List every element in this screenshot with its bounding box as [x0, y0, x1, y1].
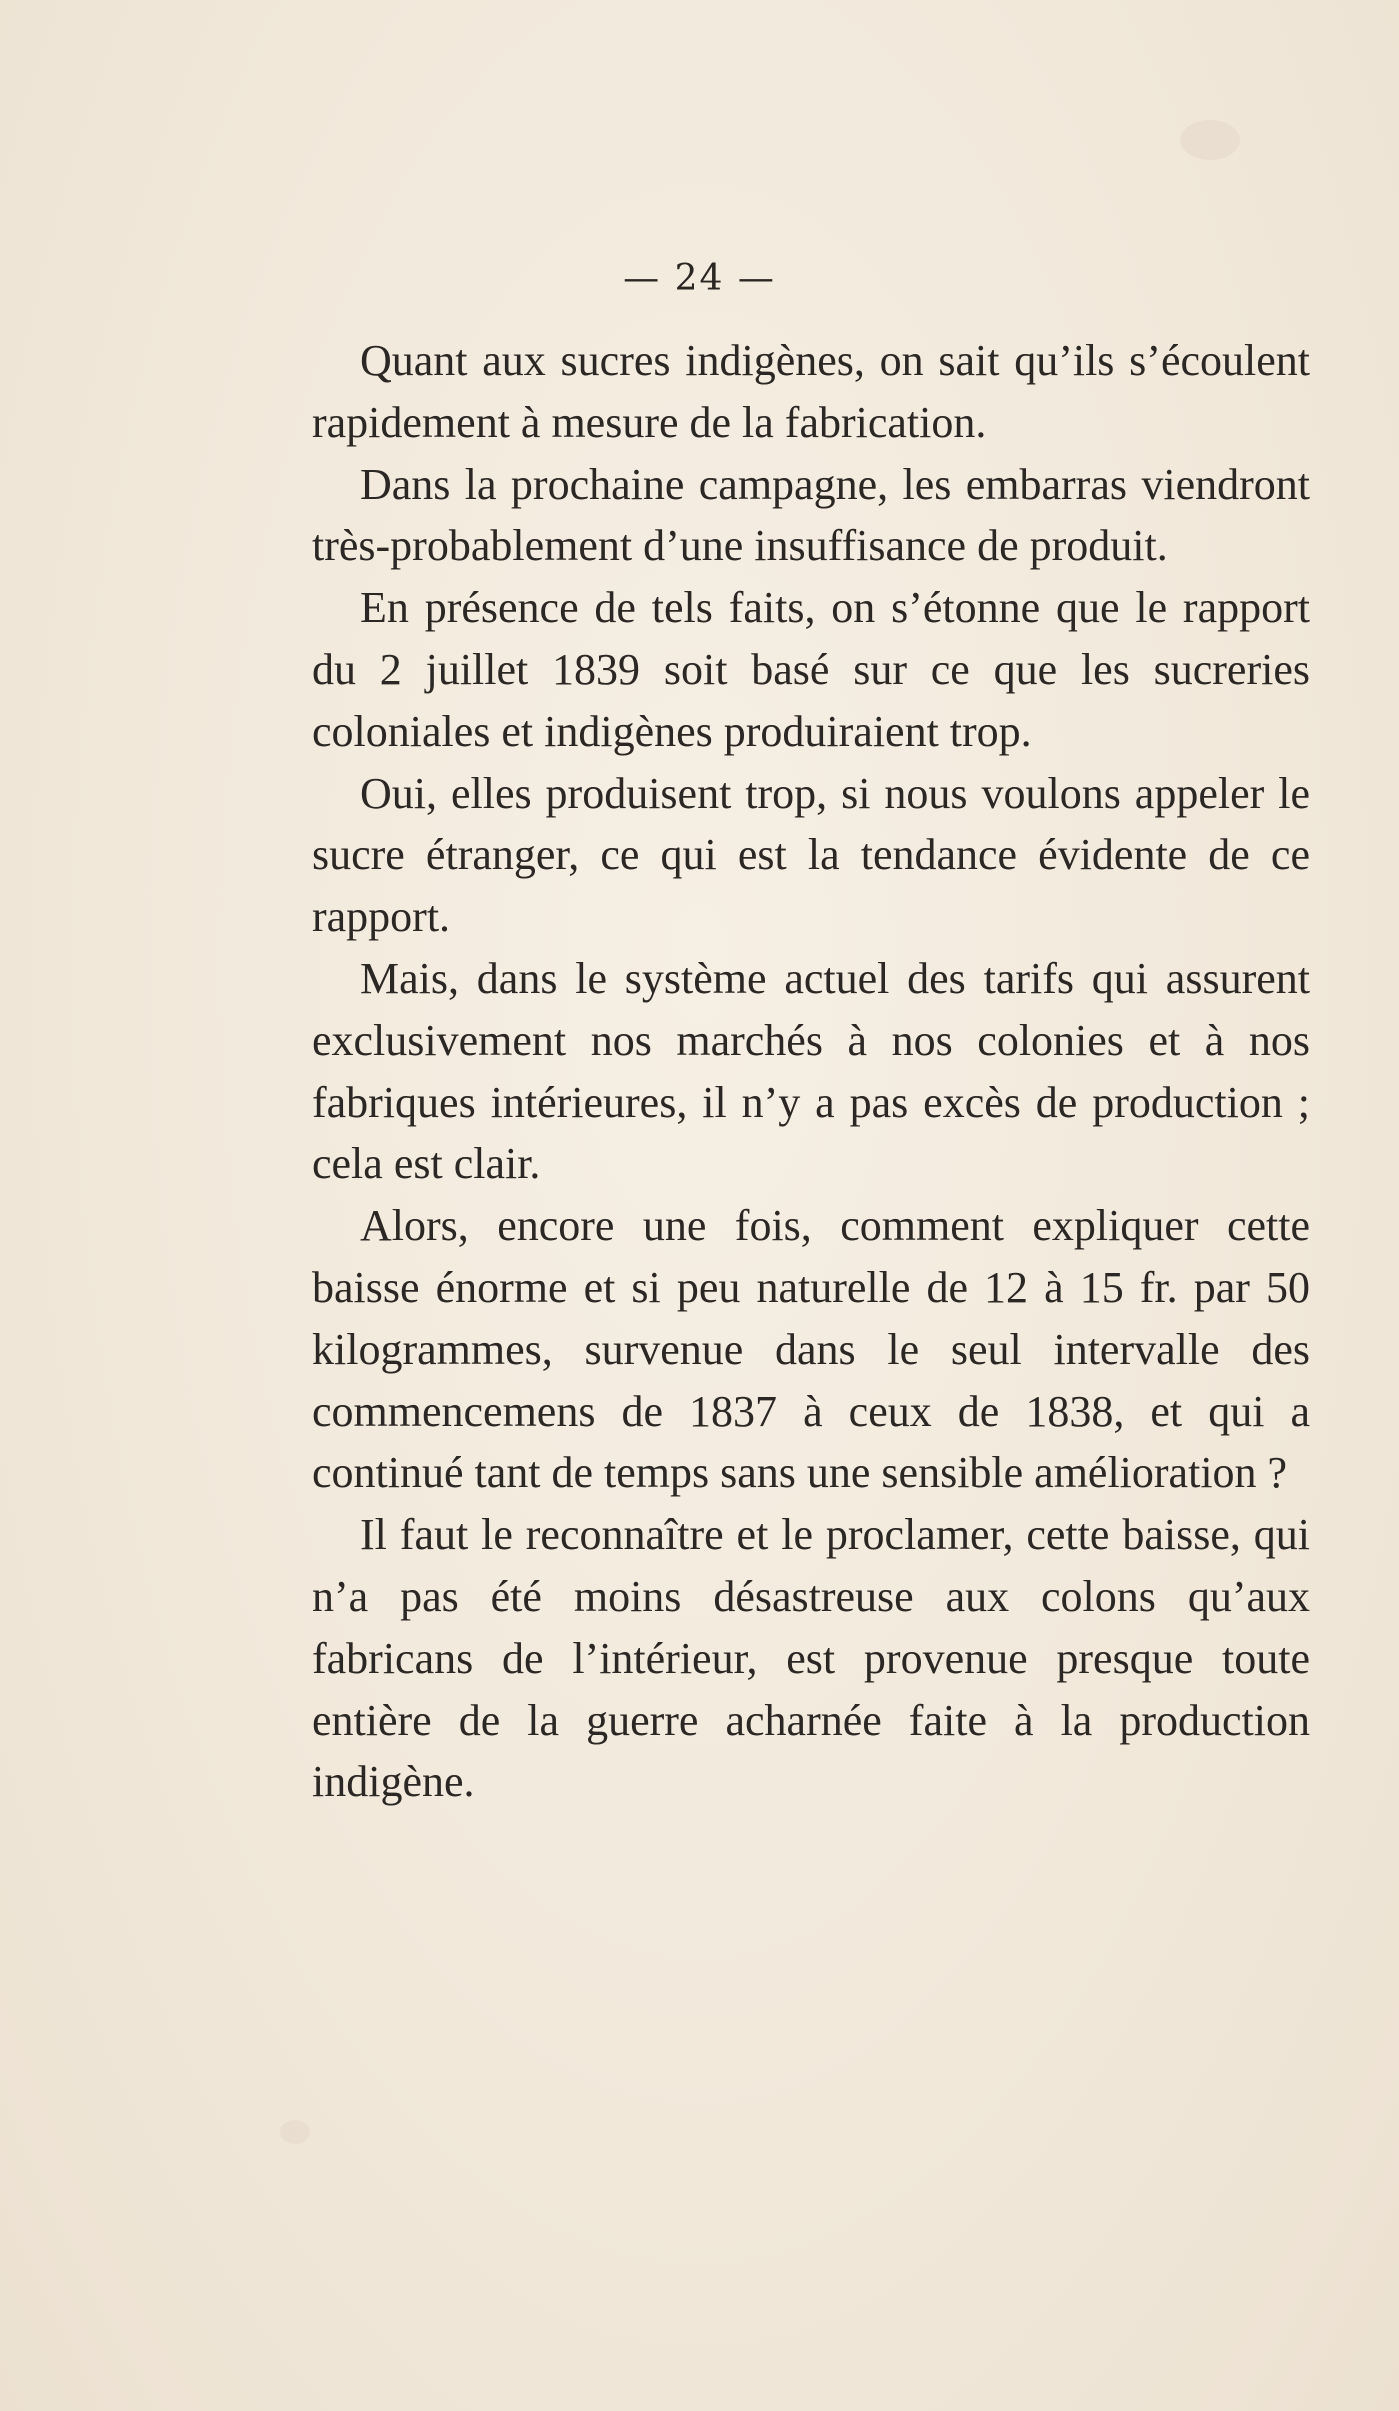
page-number: — 24 —	[623, 258, 776, 299]
paragraph: Dans la prochaine campagne, les embarras viendront très-probablement d’une insuffisance de produit.	[312, 459, 1310, 571]
paragraph: En présence de tels faits, on s’étonne que le rapport du 2 juillet 1839 soit basé sur ce que les sucreries coloniales et indigènes produiraient trop.	[312, 583, 1310, 756]
paragraph: Quant aux sucres indigènes, on sait qu’ils s’écoulent rapidement à mesure de la fabrication.	[312, 336, 1310, 447]
paragraph: Il faut le reconnaître et le proclamer, cette baisse, qui n’a pas été moins désastreuse aux colons qu’aux fabricans de l’intérieur, est provenue presque toute entière de la guerre acharnée faite à la production indigène.	[312, 1510, 1310, 1807]
body-text	[312, 330, 1310, 1813]
paragraph: Mais, dans le système actuel des tarifs qui assurent exclusivement nos marchés à nos colonies et à nos fabriques intérieures, il n’y a pas excès de production ; cela est clair.	[312, 953, 1310, 1189]
paper-stain	[280, 2120, 310, 2144]
paragraph: Oui, elles produisent trop, si nous voulons appeler le sucre étranger, ce qui est la tendance évidente de ce rapport.	[312, 768, 1310, 942]
paper-stain	[1180, 120, 1240, 160]
paragraph: Alors, encore une fois, comment expliquer cette baisse énorme et si peu naturelle de 12 à 15 fr. par 50 kilogrammes, survenue dans le seul intervalle des commencemens de 1837 à ceux de 1838, et qui a continué tant de temps sans une sensible amélioration ?	[312, 1201, 1310, 1498]
